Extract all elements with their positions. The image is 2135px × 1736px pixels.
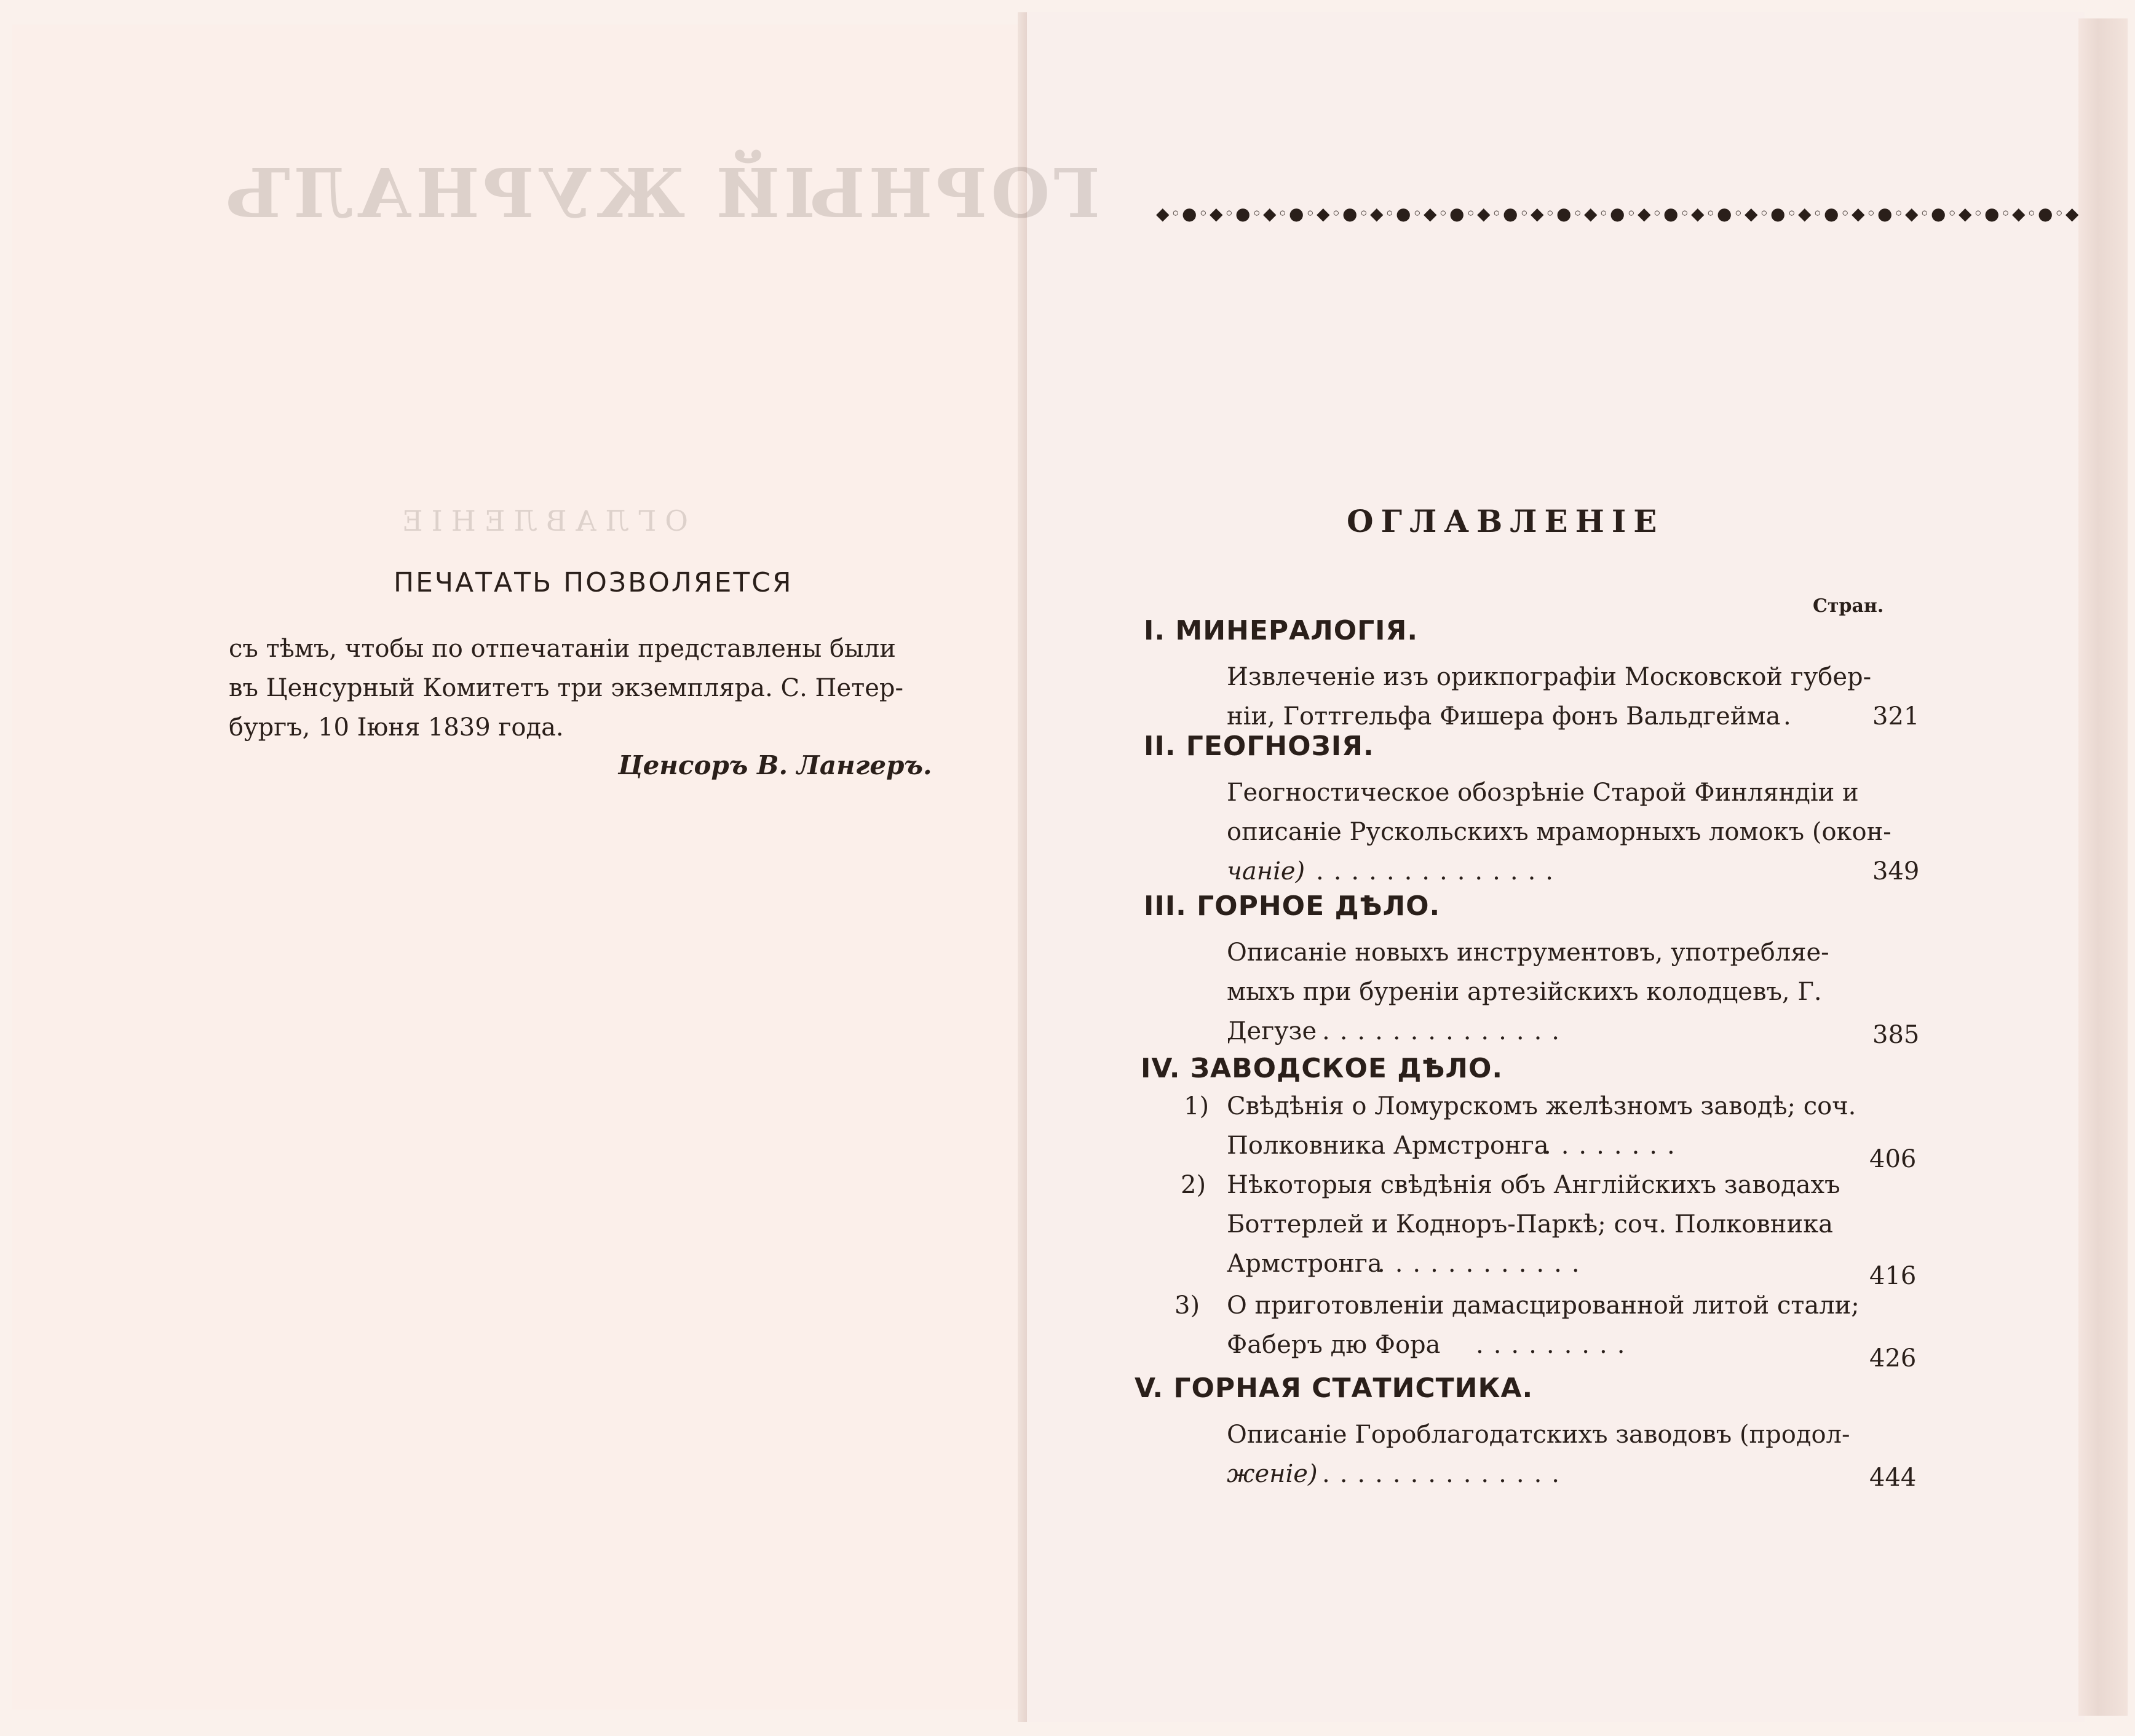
leader-dots: ..............: [1316, 857, 1564, 886]
bleed-through-subtitle: ОГЛАВЛЕНІЕ: [394, 504, 689, 537]
toc-entry-line: описаніе Рускольскихъ мраморныхъ ломокъ (окон-: [1227, 818, 1891, 846]
toc-entry-line: Фаберъ дю Фора: [1227, 1331, 1441, 1359]
page-number: 426: [1869, 1344, 1917, 1373]
toc-entry-line: Свѣдѣнія о Ломурскомъ желѣзномъ заводѣ; соч.: [1227, 1092, 1856, 1120]
toc-entry-line: Армстронга: [1227, 1250, 1382, 1278]
toc-entry-line: мыхъ при буреніи артезійскихъ колодцевъ, Г.: [1227, 978, 1822, 1006]
toc-title: ОГЛАВЛЕНІЕ: [1347, 503, 1665, 539]
toc-entry-line: ніи, Готтгельфа Фишера фонъ Вальдгейма: [1227, 702, 1781, 731]
page-number: 385: [1872, 1021, 1920, 1049]
ornamental-rule: [1156, 203, 2080, 224]
toc-entry-line: Описаніе Гороблагодатскихъ заводовъ (продол-: [1227, 1421, 1850, 1449]
leader-dots: ........: [1543, 1132, 1685, 1160]
section-heading: I. МИНЕРАЛОГІЯ.: [1144, 615, 1419, 646]
left-page: [12, 25, 1021, 1710]
permit-line-3: бургъ, 10 Іюня 1839 года.: [229, 713, 564, 742]
leader-dots: ..............: [1322, 1017, 1570, 1045]
toc-entry-line: Полковника Армстронга: [1227, 1132, 1549, 1160]
ornament-glyphs: ◆◦●◦◆◦●◦◆◦●◦◆◦●◦◆◦●◦◆◦●◦◆◦●◦◆◦●◦◆◦●◦◆◦●◦◆◦●◦◆◦●◦◆◦●◦◆◦●◦◆◦●◦◆◦●◦◆◦●◦◆: [1156, 203, 2080, 224]
bleed-through-title: ГОРНЫЙ ЖУРНАЛЪ: [221, 154, 1101, 233]
leader-dots: .: [1783, 702, 1801, 731]
section-heading: V. ГОРНАЯ СТАТИСТИКА.: [1135, 1373, 1534, 1404]
toc-entry-line: Извлеченіе изъ орикпографіи Московской губер-: [1227, 663, 1872, 691]
leader-dots: .........: [1476, 1331, 1635, 1359]
page-number: 321: [1872, 702, 1920, 731]
page-number: 349: [1872, 857, 1920, 886]
toc-entry-line: женіе): [1227, 1460, 1318, 1488]
toc-entry-line: Описаніе новыхъ инструментовъ, употребляе-: [1227, 938, 1829, 967]
permit-line-1: съ тѣмъ, чтобы по отпечатаніи представлены были: [229, 635, 896, 663]
toc-entry-line: О приготовленіи дамасцированной литой стали;: [1227, 1291, 1860, 1320]
leader-dots: ..............: [1322, 1460, 1570, 1488]
page-column-label: Стран.: [1813, 595, 1884, 617]
toc-entry-number: 2): [1181, 1171, 1206, 1199]
leader-dots: ............: [1377, 1250, 1590, 1278]
censor-signature: Ценсоръ В. Лангеръ.: [618, 750, 932, 780]
section-heading: II. ГЕОГНОЗІЯ.: [1144, 731, 1374, 762]
toc-entry-line: Нѣкоторыя свѣдѣнія объ Англійскихъ заводахъ: [1227, 1171, 1840, 1199]
page-number: 406: [1869, 1145, 1917, 1173]
toc-entry-number: 1): [1184, 1092, 1210, 1120]
page-number: 416: [1869, 1262, 1917, 1290]
section-heading: III. ГОРНОЕ ДѢЛО.: [1144, 890, 1441, 922]
toc-entry-line: Боттерлей и Кодноръ-Паркѣ; соч. Полковника: [1227, 1210, 1833, 1239]
section-heading: IV. ЗАВОДСКОЕ ДѢЛО.: [1141, 1053, 1503, 1084]
toc-entry-line: Дегузе: [1227, 1017, 1317, 1045]
toc-entry-number: 3): [1174, 1291, 1200, 1320]
permit-heading: ПЕЧАТАТЬ ПОЗВОЛЯЕТСЯ: [394, 567, 793, 598]
page-edges: [2078, 18, 2128, 1716]
toc-entry-line: Геогностическое обозрѣніе Старой Финляндіи и: [1227, 779, 1859, 807]
permit-line-2: въ Ценсурный Комитетъ три экземпляра. С. Петер-: [229, 674, 904, 702]
page-number: 444: [1869, 1464, 1917, 1492]
toc-entry-line: чаніе): [1227, 857, 1305, 886]
